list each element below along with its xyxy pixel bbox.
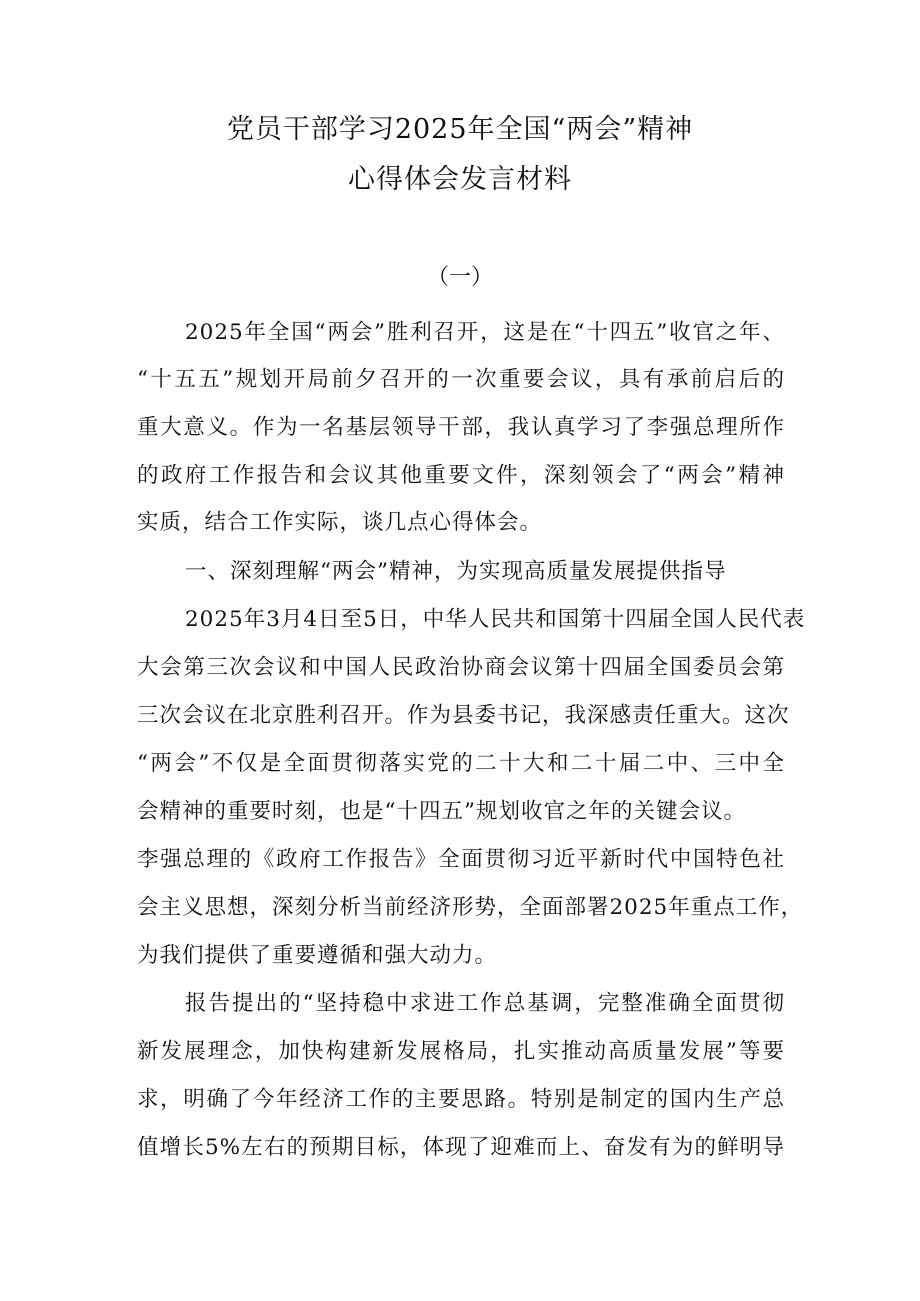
paragraph-line: 会精神的重要时刻，也是“十四五”规划收官之年的关键会议。 [137, 799, 746, 824]
paragraph-line: “两会”不仅是全面贯彻落实党的二十大和二十届二中、三中全 [137, 751, 785, 776]
paragraph-line: “十五五”规划开局前夕召开的一次重要会议，具有承前启后的 [137, 367, 785, 392]
paragraph-line: 报告提出的“坚持稳中求进工作总基调，完整准确全面贯彻 [185, 991, 785, 1016]
paragraph-line: 2025年3月4日至5日，中华人民共和国第十四届全国人民代表 [185, 607, 806, 632]
section-heading: 一、深刻理解“两会”精神，为实现高质量发展提供指导 [185, 559, 727, 584]
paragraph-line: 大会第三次会议和中国人民政治协商会议第十四届全国委员会第 [137, 655, 785, 680]
section-number: （一） [426, 265, 493, 290]
document-title-line-1: 党员干部学习2025年全国“两会”精神 [226, 114, 694, 145]
paragraph-line: 三次会议在北京胜利召开。作为县委书记，我深感责任重大。这次 [137, 703, 790, 728]
paragraph-line: 李强总理的《政府工作报告》全面贯彻习近平新时代中国特色社 [137, 847, 785, 872]
paragraph-line: 会主义思想，深刻分析当前经济形势，全面部署2025年重点工作， [137, 895, 804, 920]
paragraph-line: 为我们提供了重要遵循和强大动力。 [137, 943, 498, 968]
paragraph-line: 求，明确了今年经济工作的主要思路。特别是制定的国内生产总 [137, 1087, 785, 1112]
document-title-line-2: 心得体会发言材料 [348, 164, 572, 195]
paragraph-line: 新发展理念，加快构建新发展格局，扎实推动高质量发展”等要 [137, 1039, 785, 1064]
paragraph-line: 的政府工作报告和会议其他重要文件，深刻领会了“两会”精神 [137, 463, 785, 488]
paragraph-line: 值增长5%左右的预期目标，体现了迎难而上、奋发有为的鲜明导 [137, 1135, 785, 1160]
paragraph-line: 2025年全国“两会”胜利召开，这是在“十四五”收官之年、 [185, 320, 785, 345]
paragraph-line: 重大意义。作为一名基层领导干部，我认真学习了李强总理所作 [137, 415, 785, 440]
paragraph-line: 实质，结合工作实际，谈几点心得体会。 [137, 510, 543, 535]
